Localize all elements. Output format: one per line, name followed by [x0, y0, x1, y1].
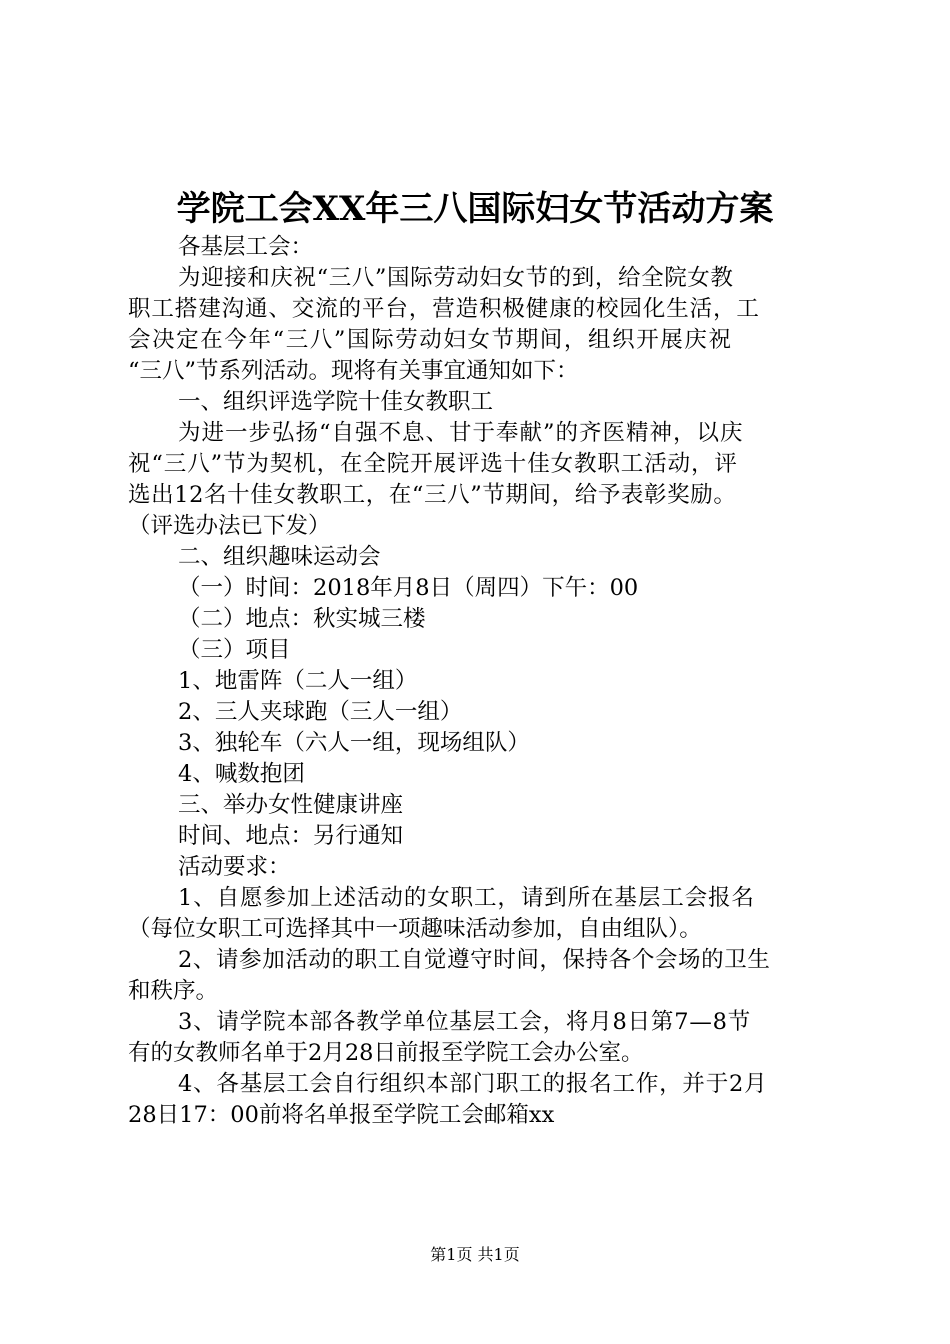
paragraph-line: 为迎接和庆祝“三八”国际劳动妇女节的到，给全院女教 [178, 265, 734, 291]
paragraph-line: （每位女职工可选择其中一项趣味活动参加，自由组队）。 [128, 916, 702, 942]
page-footer: 第1页 共1页 [430, 1245, 520, 1264]
paragraph-line: 28日17：00前将名单报至学院工会邮箱xx [128, 1102, 555, 1128]
paragraph-line: 祝“三八”节为契机，在全院开展评选十佳女教职工活动，评 [128, 451, 738, 477]
list-item: 3、独轮车（六人一组，现场组队） [178, 730, 530, 756]
paragraph-line: 2、请参加活动的职工自觉遵守时间，保持各个会场的卫生 [178, 947, 771, 973]
paragraph-line: “三八”节系列活动。现将有关事宜通知如下： [128, 358, 579, 384]
paragraph-line: 活动要求： [178, 854, 291, 880]
paragraph-line: 1、自愿参加上述活动的女职工，请到所在基层工会报名 [178, 885, 755, 911]
paragraph-line: 会决定在今年“三八”国际劳动妇女节期间，组织开展庆祝 [128, 327, 733, 353]
section-heading: 一、组织评选学院十佳女教职工 [178, 389, 494, 415]
paragraph-line: 各基层工会： [178, 234, 314, 260]
section-heading: 二、组织趣味运动会 [178, 544, 381, 570]
paragraph-line: 时间、地点：另行通知 [178, 823, 404, 849]
list-item: （一）时间：2018年月8日（周四）下午：00 [178, 575, 639, 601]
paragraph-line: 4、各基层工会自行组织本部门职工的报名工作，并于2月 [178, 1071, 768, 1097]
document-title: 学院工会XX年三八国际妇女节活动方案 [176, 189, 774, 229]
paragraph-line: 选出12名十佳女教职工，在“三八”节期间，给予表彰奖励。 [128, 482, 737, 508]
list-item: （三）项目 [178, 637, 291, 663]
list-item: （二）地点：秋实城三楼 [178, 606, 426, 632]
paragraph-line: 为进一步弘扬“自强不息、甘于奉献”的齐医精神，以庆 [178, 420, 744, 446]
paragraph-line: 和秩序。 [128, 978, 219, 1004]
list-item: 1、地雷阵（二人一组） [178, 668, 418, 694]
paragraph-line: 3、请学院本部各教学单位基层工会，将月8日第7—8节 [178, 1009, 752, 1035]
list-item: 4、喊数抱团 [178, 761, 305, 787]
list-item: 2、三人夹球跑（三人一组） [178, 699, 463, 725]
section-heading: 三、举办女性健康讲座 [178, 792, 404, 818]
paragraph-line: 职工搭建沟通、交流的平台，营造积极健康的校园化生活，工 [128, 296, 760, 322]
paragraph-line: （评选办法已下发） [128, 513, 331, 539]
paragraph-line: 有的女教师名单于2月28日前报至学院工会办公室。 [128, 1040, 644, 1066]
